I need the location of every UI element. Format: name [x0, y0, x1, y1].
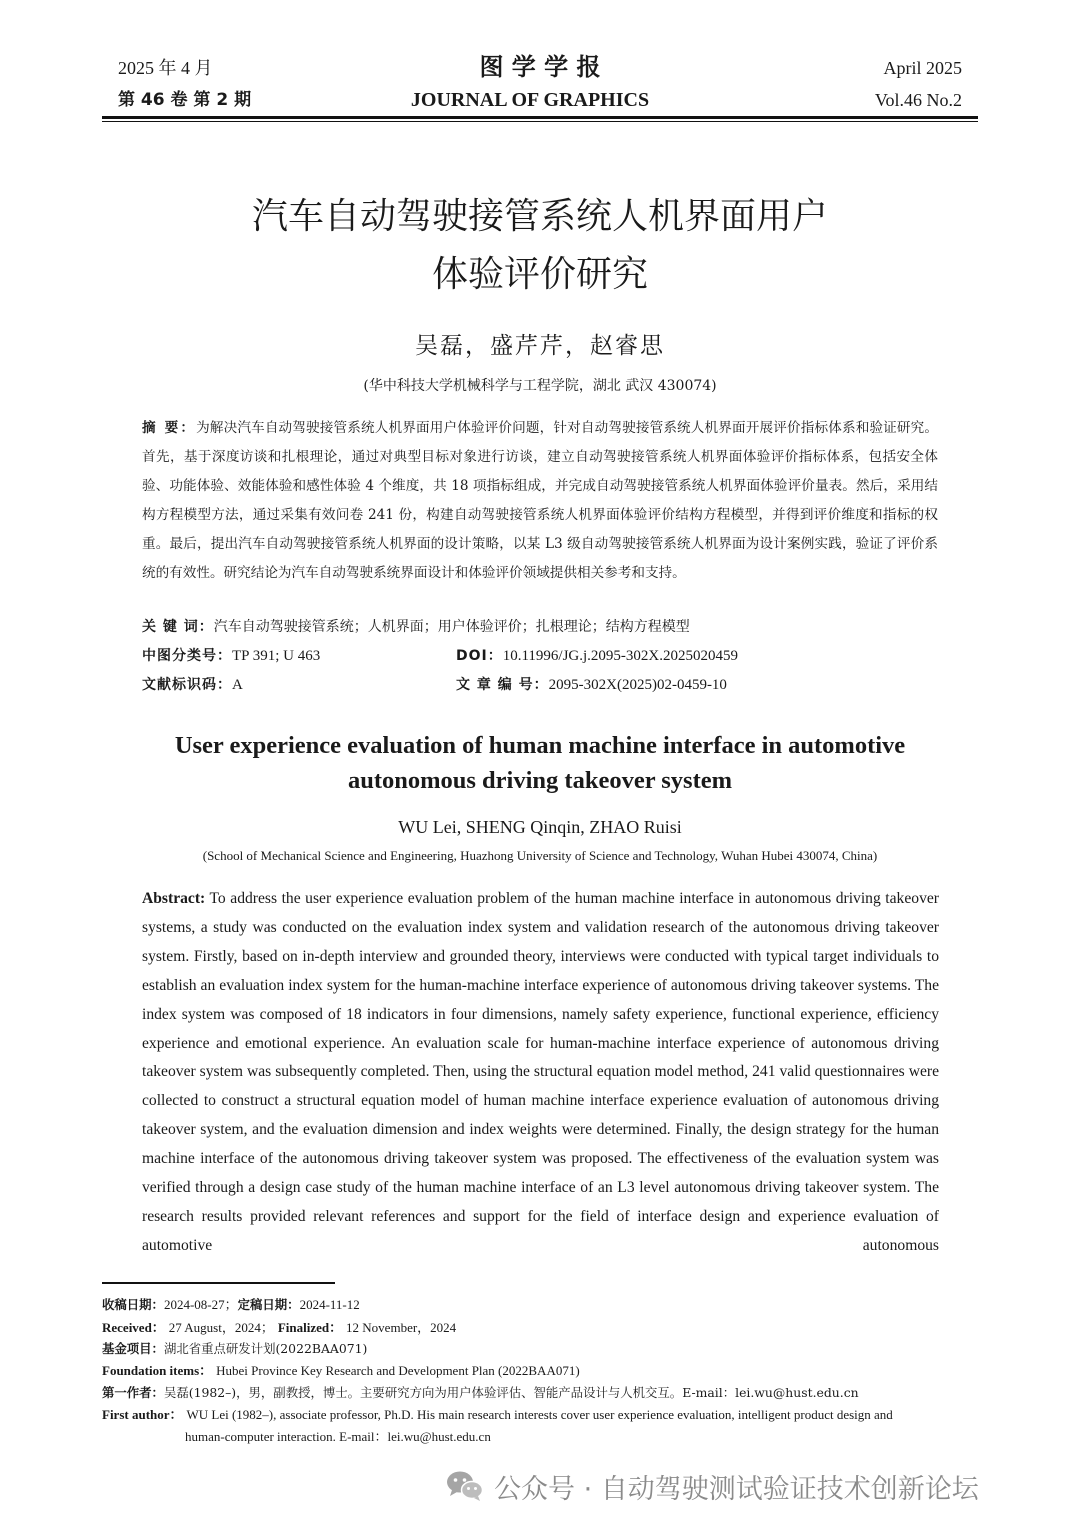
header-volume-issue-en: Vol.46 No.2	[874, 90, 962, 110]
received-en-value: 27 August，2024；	[168, 1320, 274, 1335]
abstract-en-label: Abstract:	[142, 890, 206, 907]
abstract-en-text: To address the user experience evaluation problem of the human machine interface in autonomous driving takeover systems, a study was conducted on the evaluation index system and validation research of the autonomous driving takeover system. Firstly, based on in-depth interview and grounded theory, interviews were conducted with typical target individuals to establish an evaluation index system for the human-machine interface experience of autonomous driving takeover systems. The index system was composed of 18 indicators in four dimensions, namely safety experience, functional experience, efficiency experience and emotional experience. An evaluation scale for human-machine interface experience of autonomous driving takeover system was subsequently completed. Then, using the structural equation model method, 241 valid questionnaires were collected to construct a structural equation model of human machine interface experience evaluation of autonomous driving takeover system, and the evaluation dimension and index weights were determined. Finally, the design strategy for the human machine interface of the autonomous driving takeover system was proposed. The effectiveness of the evaluation system was verified through a design case study of the human machine interface of an L3 level autonomous driving takeover system. The research results provided relevant references and support for the field of interface design and experience evaluation of automotive autonomous	[142, 890, 939, 1254]
title-cn-line1: 汽车自动驾驶接管系统人机界面用户	[251, 196, 828, 237]
authors-en: WU Lei, SHENG Qinqin, ZHAO Ruisi	[398, 817, 682, 837]
received-en-label: Received：	[102, 1320, 165, 1335]
keywords-cn-label: 关 键 词：	[142, 619, 214, 635]
wechat-icon	[446, 1469, 484, 1503]
author-cn-label: 第一作者：	[102, 1385, 164, 1400]
keywords-cn	[142, 616, 690, 638]
fund-cn-label: 基金项目：	[102, 1341, 164, 1356]
footnote-rule	[102, 1282, 335, 1284]
document-code-value: A	[232, 677, 243, 693]
affiliation-en: (School of Mechanical Science and Engineering, Huazhong University of Science and Technology, Wuhan Hubei 430074, China)	[202, 848, 878, 863]
author-en-label: First author：	[102, 1407, 183, 1422]
title-en-line1: User experience evaluation of human machine interface in automotive	[174, 732, 906, 759]
header-volume-issue-cn: 第 46 卷 第 2 期	[118, 90, 252, 110]
abstract-en	[142, 885, 939, 1261]
authors-cn: 吴磊，盛芹芹，赵睿思	[415, 333, 665, 359]
fund-en-label: Foundation items：	[102, 1363, 213, 1378]
received-cn-label: 收稿日期：	[102, 1297, 164, 1312]
received-cn-value: 2024-08-27；	[163, 1297, 238, 1312]
author-en-line1: WU Lei (1982–), associate professor, Ph.D. His main research interests cover user experience evaluation, intelligent product design and	[186, 1407, 893, 1422]
header-rule-thin	[102, 121, 978, 122]
title-en	[0, 728, 1080, 798]
fund-cn-value: 湖北省重点研发计划(2022BAA071)	[163, 1341, 368, 1356]
abstract-cn-label: 摘 要：	[142, 420, 197, 436]
title-cn-line2: 体验评价研究	[431, 254, 648, 295]
fund-en-value: Hubei Province Key Research and Development Plan (2022BAA071)	[216, 1363, 580, 1378]
footnote-author-en-cont	[185, 1426, 1065, 1448]
footnote-received-cn	[102, 1294, 982, 1316]
title-en-line2: autonomous driving takeover system	[347, 767, 733, 794]
classification-number	[142, 645, 320, 667]
document-code	[142, 674, 243, 696]
doi-label: DOI：	[456, 648, 503, 664]
author-cn-value: 吴磊(1982–)，男，副教授，博士。主要研究方向为用户体验评估、智能产品设计与人机交互。E-mail：lei.wu@hust.edu.cn	[163, 1385, 859, 1400]
footnote-fund-en	[102, 1360, 982, 1382]
author-en-line2: human-computer interaction. E-mail：lei.wu@hust.edu.cn	[185, 1429, 491, 1444]
header-month-year: April 2025	[883, 58, 962, 78]
finalized-cn-value: 2024-11-12	[299, 1297, 360, 1312]
classification-label: 中图分类号：	[142, 648, 232, 664]
abstract-cn	[142, 414, 938, 588]
footnote-fund-cn	[102, 1338, 982, 1360]
finalized-en-label: Finalized：	[277, 1320, 343, 1335]
header-year-month: 2025 年 4 月	[118, 58, 213, 78]
finalized-en-value: 12 November，2024	[346, 1320, 457, 1335]
footnote-author-cn	[102, 1382, 982, 1404]
abstract-cn-text: 为解决汽车自动驾驶接管系统人机界面用户体验评价问题，针对自动驾驶接管系统人机界面开展评价指标体系和验证研究。首先，基于深度访谈和扎根理论，通过对典型目标对象进行访谈，建立自动驾驶接管系统人机界面体验评价指标体系，包括安全体验、功能体验、效能体验和感性体验 4 个维度，共 18 项指标组成，并完成自动驾驶接管系统人机界面体验评价量表。然后，采用结构方程模型方法，通过采集有效问卷 241 份，构建自动驾驶接管系统人机界面体验评价结构方程模型，并得到评价维度和指标的权重。最后，提出汽车自动驾驶接管系统人机界面的设计策略，以某 L3 级自动驾驶接管系统人机界面为设计案例实践，验证了评价系统的有效性。研究结论为汽车自动驾驶系统界面设计和体验评价领域提供相关参考和支持。	[142, 420, 938, 581]
doi-value: 10.11996/JG.j.2095-302X.2025020459	[502, 648, 739, 664]
journal-name-cn: 图 学 学 报	[479, 53, 601, 81]
classification-value: TP 391; U 463	[232, 648, 321, 664]
watermark-text: 公众号 · 自动驾驶测试验证技术创新论坛	[494, 1473, 979, 1505]
footnote-author-en	[102, 1404, 982, 1426]
finalized-cn-label: 定稿日期：	[237, 1297, 300, 1312]
article-number-label: 文 章 编 号：	[456, 677, 549, 693]
article-number-value: 2095-302X(2025)02-0459-10	[548, 677, 727, 693]
article-number	[456, 674, 727, 696]
footnote-received-en	[102, 1317, 982, 1339]
document-code-label: 文献标识码：	[142, 677, 232, 693]
keywords-cn-text: 汽车自动驾驶接管系统；人机界面；用户体验评价；扎根理论；结构方程模型	[213, 619, 690, 635]
doi	[456, 645, 738, 667]
watermark	[446, 1466, 979, 1506]
journal-name-en: JOURNAL OF GRAPHICS	[410, 89, 650, 111]
affiliation-cn: (华中科技大学机械科学与工程学院，湖北 武汉 430074)	[363, 378, 717, 394]
header-rule-thick	[102, 116, 978, 119]
